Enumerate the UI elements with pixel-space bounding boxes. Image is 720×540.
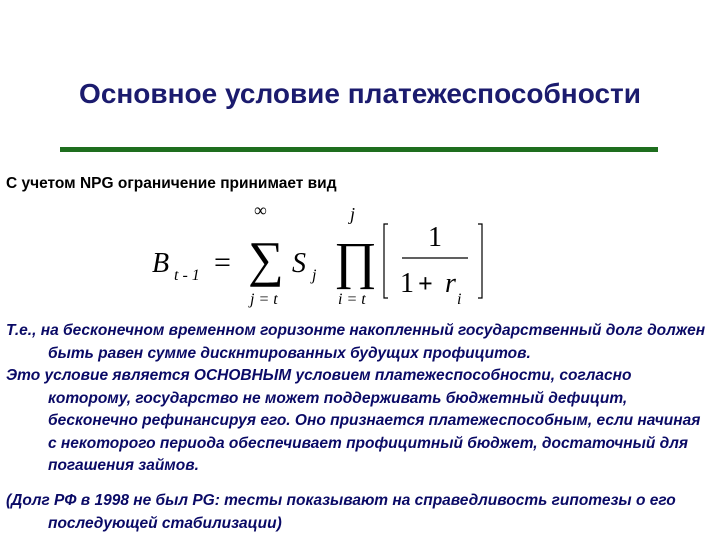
prod-symbol: ∏ <box>334 233 377 290</box>
prod-lower-limit: i = t <box>338 291 366 308</box>
left-bracket <box>384 224 388 298</box>
formula-svg <box>150 200 490 312</box>
denominator-one: 1 <box>400 268 414 299</box>
formula-equals: = <box>214 246 231 279</box>
denominator-sub: i <box>457 291 462 308</box>
paragraph-main-condition <box>6 365 710 478</box>
solvency-formula <box>150 200 490 312</box>
formula-lhs: B <box>152 248 170 279</box>
paragraph-main-condition-text: Это условие является ОСНОВНЫМ условием платежеспособности, согласно которому, государство не может поддерживать бюджетный дефицит, бесконечно рефинансируя его. Оно признается платежеспособным, если начиная с некоторого периода обеспечивает профицитный бюджет, достаточный для погашения займов. <box>6 367 701 474</box>
paragraph-russia-note-text: (Долг РФ в 1998 не был PG: тесты показывают на справедливость гипотезы о его последующей стабилизации) <box>6 492 676 532</box>
denominator-var: r <box>445 268 456 299</box>
paragraph-definition-text: Т.е., на бесконечном временном горизонте накопленный государственный долг должен быть равен сумме дискнтированных будущих профицитов. <box>6 322 706 362</box>
right-bracket <box>478 224 482 298</box>
sum-lower-limit: j = t <box>250 291 278 308</box>
formula-term: S <box>292 248 306 279</box>
formula-term-sub: j <box>312 267 317 284</box>
intro-text: С учетом NPG ограничение принимает вид <box>6 175 337 192</box>
sum-symbol: ∑ <box>248 231 284 287</box>
fraction-numerator: 1 <box>428 222 442 253</box>
title-underline <box>60 147 658 152</box>
paragraph-definition <box>6 320 710 365</box>
denominator-plus: + <box>418 269 433 298</box>
prod-upper-limit: j <box>350 204 356 224</box>
paragraph-russia-note <box>6 490 710 535</box>
formula-lhs-sub: t - 1 <box>174 267 200 284</box>
sum-upper-limit: ∞ <box>254 200 267 220</box>
slide-title: Основное условие платежеспособности <box>79 78 641 109</box>
